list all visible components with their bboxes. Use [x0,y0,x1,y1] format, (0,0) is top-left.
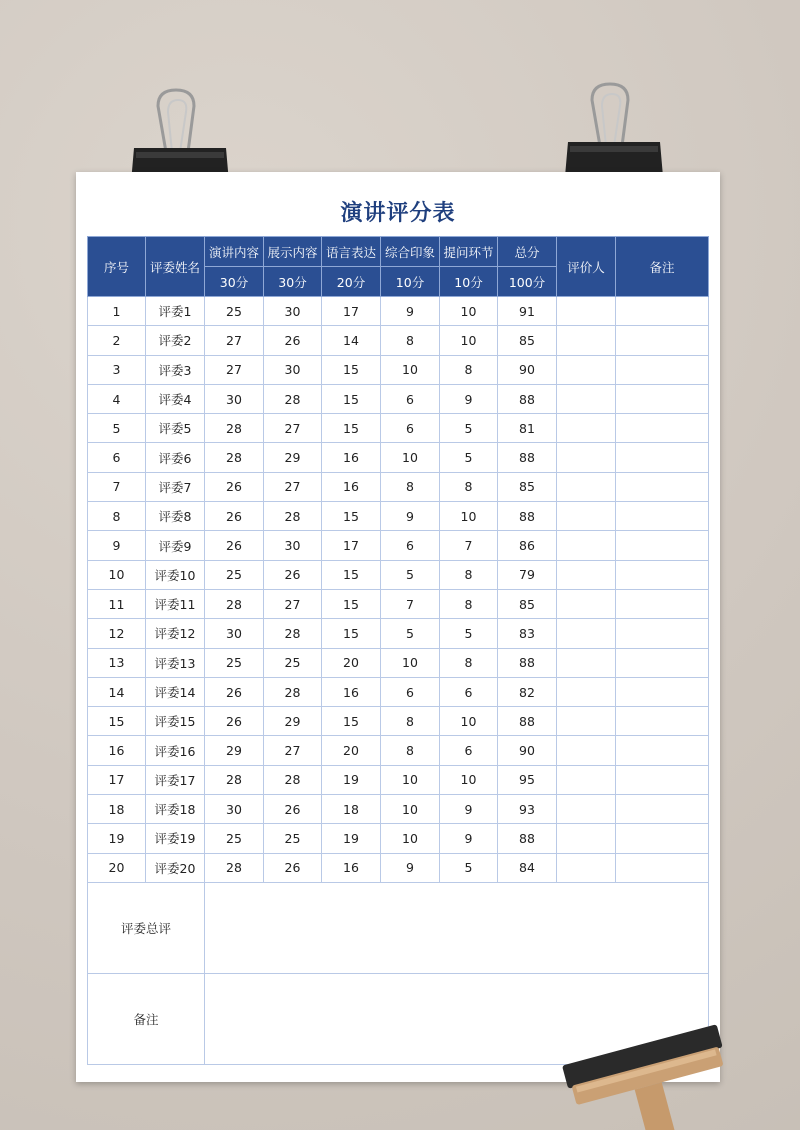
row-evaluator[interactable] [557,765,616,794]
row-evaluator[interactable] [557,355,616,384]
row-speech-content: 26 [205,677,264,706]
row-seq: 10 [88,560,146,589]
row-display-content: 26 [264,560,322,589]
row-qa: 6 [440,677,498,706]
row-qa: 10 [440,707,498,736]
row-impression: 8 [381,472,440,501]
score-table [87,236,709,1065]
table-row [88,502,709,531]
row-qa: 10 [440,502,498,531]
row-impression: 6 [381,677,440,706]
row-display-content: 28 [264,619,322,648]
row-remarks[interactable] [616,765,709,794]
row-language: 16 [322,443,381,472]
header-qa-points: 10分 [440,267,498,297]
row-display-content: 25 [264,824,322,853]
row-seq: 7 [88,472,146,501]
row-display-content: 26 [264,326,322,355]
row-total: 88 [498,824,557,853]
row-display-content: 26 [264,853,322,882]
row-qa: 5 [440,619,498,648]
row-seq: 12 [88,619,146,648]
score-table-body [88,297,709,883]
row-total: 83 [498,619,557,648]
table-row [88,560,709,589]
row-speech-content: 28 [205,414,264,443]
row-remarks[interactable] [616,648,709,677]
row-language: 15 [322,384,381,413]
row-impression: 6 [381,384,440,413]
row-seq: 18 [88,795,146,824]
table-row [88,765,709,794]
row-seq: 4 [88,384,146,413]
row-speech-content: 30 [205,384,264,413]
row-evaluator[interactable] [557,326,616,355]
header-qa: 提问环节 [440,237,498,267]
row-judge-name: 评委18 [146,795,205,824]
header-seq: 序号 [88,237,146,297]
row-display-content: 27 [264,736,322,765]
row-remarks[interactable] [616,297,709,326]
row-total: 90 [498,355,557,384]
row-seq: 20 [88,853,146,882]
row-total: 88 [498,648,557,677]
header-language: 语言表达 [322,237,381,267]
row-total: 88 [498,502,557,531]
row-language: 14 [322,326,381,355]
row-display-content: 27 [264,589,322,618]
row-judge-name: 评委6 [146,443,205,472]
row-judge-name: 评委11 [146,589,205,618]
judge-overall-label: 评委总评 [88,882,205,973]
table-row [88,589,709,618]
table-row [88,326,709,355]
row-evaluator[interactable] [557,824,616,853]
row-evaluator[interactable] [557,384,616,413]
row-total: 86 [498,531,557,560]
row-judge-name: 评委7 [146,472,205,501]
row-speech-content: 25 [205,297,264,326]
row-speech-content: 25 [205,648,264,677]
rubber-stamp-icon [556,1010,736,1130]
row-evaluator[interactable] [557,502,616,531]
row-evaluator[interactable] [557,619,616,648]
row-impression: 8 [381,736,440,765]
row-language: 15 [322,707,381,736]
row-total: 88 [498,384,557,413]
row-total: 93 [498,795,557,824]
row-impression: 9 [381,502,440,531]
header-language-points: 20分 [322,267,381,297]
row-display-content: 28 [264,384,322,413]
row-remarks[interactable] [616,707,709,736]
row-impression: 6 [381,531,440,560]
row-language: 17 [322,297,381,326]
header-speech-content-points: 30分 [205,267,264,297]
row-display-content: 30 [264,531,322,560]
row-impression: 9 [381,853,440,882]
row-impression: 9 [381,297,440,326]
row-seq: 19 [88,824,146,853]
row-language: 15 [322,414,381,443]
row-display-content: 28 [264,502,322,531]
row-language: 20 [322,648,381,677]
row-seq: 11 [88,589,146,618]
row-evaluator[interactable] [557,677,616,706]
row-judge-name: 评委20 [146,853,205,882]
row-seq: 15 [88,707,146,736]
page-title: 演讲评分表 [340,201,456,226]
row-impression: 5 [381,619,440,648]
row-remarks[interactable] [616,736,709,765]
table-row [88,472,709,501]
row-qa: 5 [440,853,498,882]
row-language: 19 [322,824,381,853]
row-impression: 8 [381,326,440,355]
row-qa: 8 [440,648,498,677]
row-seq: 8 [88,502,146,531]
row-judge-name: 评委8 [146,502,205,531]
row-qa: 8 [440,560,498,589]
row-qa: 7 [440,531,498,560]
row-total: 85 [498,326,557,355]
table-row [88,648,709,677]
row-evaluator[interactable] [557,648,616,677]
row-judge-name: 评委12 [146,619,205,648]
header-judge-name: 评委姓名 [146,237,205,297]
row-evaluator[interactable] [557,560,616,589]
row-remarks[interactable] [616,472,709,501]
table-row [88,736,709,765]
row-remarks[interactable] [616,677,709,706]
row-evaluator[interactable] [557,736,616,765]
row-impression: 10 [381,648,440,677]
row-speech-content: 27 [205,355,264,384]
row-total: 91 [498,297,557,326]
row-display-content: 25 [264,648,322,677]
header-display-content: 展示内容 [264,237,322,267]
row-judge-name: 评委3 [146,355,205,384]
row-display-content: 27 [264,414,322,443]
row-language: 15 [322,589,381,618]
row-speech-content: 28 [205,443,264,472]
header-display-content-points: 30分 [264,267,322,297]
table-row [88,824,709,853]
row-speech-content: 25 [205,824,264,853]
row-seq: 13 [88,648,146,677]
row-total: 81 [498,414,557,443]
row-evaluator[interactable] [557,297,616,326]
row-remarks[interactable] [616,502,709,531]
row-impression: 10 [381,824,440,853]
row-language: 18 [322,795,381,824]
row-evaluator[interactable] [557,531,616,560]
row-judge-name: 评委13 [146,648,205,677]
row-total: 88 [498,707,557,736]
row-speech-content: 29 [205,736,264,765]
row-judge-name: 评委2 [146,326,205,355]
row-seq: 14 [88,677,146,706]
table-row [88,707,709,736]
row-judge-name: 评委5 [146,414,205,443]
row-display-content: 30 [264,355,322,384]
row-seq: 2 [88,326,146,355]
row-evaluator[interactable] [557,414,616,443]
row-speech-content: 28 [205,589,264,618]
table-row [88,795,709,824]
row-seq: 6 [88,443,146,472]
row-qa: 8 [440,589,498,618]
row-total: 84 [498,853,557,882]
row-impression: 6 [381,414,440,443]
row-remarks[interactable] [616,824,709,853]
row-remarks[interactable] [616,853,709,882]
row-judge-name: 评委16 [146,736,205,765]
row-speech-content: 25 [205,560,264,589]
row-evaluator[interactable] [557,853,616,882]
row-qa: 10 [440,326,498,355]
row-display-content: 28 [264,677,322,706]
row-judge-name: 评委15 [146,707,205,736]
row-seq: 5 [88,414,146,443]
row-judge-name: 评委10 [146,560,205,589]
row-judge-name: 评委14 [146,677,205,706]
row-speech-content: 30 [205,795,264,824]
row-language: 17 [322,531,381,560]
row-qa: 5 [440,443,498,472]
table-row [88,355,709,384]
row-display-content: 29 [264,443,322,472]
row-speech-content: 30 [205,619,264,648]
row-remarks[interactable] [616,355,709,384]
row-impression: 8 [381,707,440,736]
row-qa: 10 [440,765,498,794]
row-total: 82 [498,677,557,706]
row-evaluator[interactable] [557,589,616,618]
table-row [88,297,709,326]
row-judge-name: 评委19 [146,824,205,853]
row-speech-content: 26 [205,472,264,501]
row-seq: 16 [88,736,146,765]
row-total: 95 [498,765,557,794]
row-language: 15 [322,619,381,648]
row-speech-content: 27 [205,326,264,355]
row-impression: 7 [381,589,440,618]
row-language: 15 [322,355,381,384]
row-seq: 3 [88,355,146,384]
row-remarks[interactable] [616,560,709,589]
row-remarks[interactable] [616,531,709,560]
row-total: 85 [498,589,557,618]
row-impression: 5 [381,560,440,589]
table-row [88,531,709,560]
row-language: 15 [322,502,381,531]
row-total: 90 [498,736,557,765]
row-judge-name: 评委4 [146,384,205,413]
row-language: 20 [322,736,381,765]
header-evaluator: 评价人 [557,237,616,297]
row-total: 79 [498,560,557,589]
remarks-label: 备注 [88,973,205,1064]
row-speech-content: 28 [205,853,264,882]
row-evaluator[interactable] [557,795,616,824]
row-speech-content: 26 [205,502,264,531]
header-speech-content: 演讲内容 [205,237,264,267]
table-row [88,677,709,706]
row-language: 19 [322,765,381,794]
header-total: 总分 [498,237,557,267]
header-impression: 综合印象 [381,237,440,267]
row-judge-name: 评委9 [146,531,205,560]
row-qa: 9 [440,824,498,853]
row-qa: 10 [440,297,498,326]
row-qa: 9 [440,384,498,413]
row-language: 15 [322,560,381,589]
row-speech-content: 26 [205,531,264,560]
row-judge-name: 评委1 [146,297,205,326]
row-display-content: 27 [264,472,322,501]
row-language: 16 [322,472,381,501]
row-remarks[interactable] [616,384,709,413]
row-qa: 9 [440,795,498,824]
row-impression: 10 [381,765,440,794]
row-total: 85 [498,472,557,501]
row-language: 16 [322,677,381,706]
row-seq: 9 [88,531,146,560]
row-total: 88 [498,443,557,472]
row-impression: 10 [381,795,440,824]
row-impression: 10 [381,443,440,472]
row-evaluator[interactable] [557,472,616,501]
header-remarks: 备注 [616,237,709,297]
row-language: 16 [322,853,381,882]
judge-overall-field[interactable] [205,882,709,973]
table-row [88,384,709,413]
row-remarks[interactable] [616,443,709,472]
row-qa: 8 [440,472,498,501]
row-impression: 10 [381,355,440,384]
table-row [88,443,709,472]
table-row [88,853,709,882]
row-remarks[interactable] [616,619,709,648]
row-remarks[interactable] [616,414,709,443]
row-speech-content: 28 [205,765,264,794]
row-seq: 1 [88,297,146,326]
header-total-points: 100分 [498,267,557,297]
table-row [88,619,709,648]
header-impression-points: 10分 [381,267,440,297]
row-evaluator[interactable] [557,707,616,736]
row-remarks[interactable] [616,326,709,355]
row-remarks[interactable] [616,589,709,618]
row-judge-name: 评委17 [146,765,205,794]
row-remarks[interactable] [616,795,709,824]
row-qa: 5 [440,414,498,443]
row-speech-content: 26 [205,707,264,736]
row-display-content: 30 [264,297,322,326]
score-sheet [76,172,720,1082]
row-qa: 6 [440,736,498,765]
row-display-content: 29 [264,707,322,736]
row-display-content: 28 [264,765,322,794]
table-row [88,414,709,443]
row-seq: 17 [88,765,146,794]
row-display-content: 26 [264,795,322,824]
row-evaluator[interactable] [557,443,616,472]
row-qa: 8 [440,355,498,384]
